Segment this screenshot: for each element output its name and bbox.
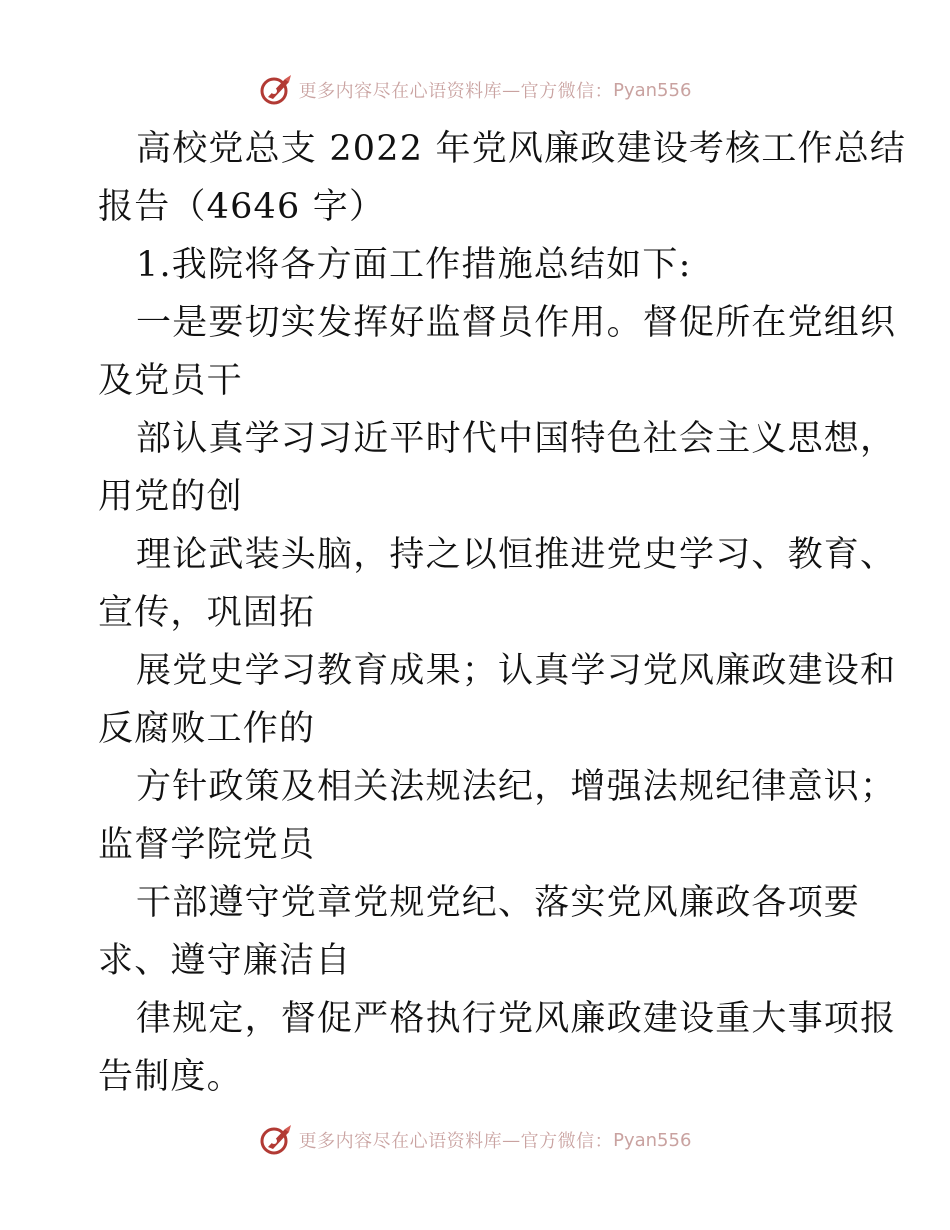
- document-line: 及党员干: [98, 361, 243, 401]
- document-line: 用党的创: [98, 477, 243, 517]
- banner-contact-id: Pyan556: [613, 79, 692, 101]
- document-line: 部认真学习习近平时代中国特色社会主义思想，: [136, 419, 897, 459]
- banner-separator: —: [502, 1129, 521, 1151]
- document-line: 高校党总支 2022 年党风廉政建设考核工作总结: [136, 129, 907, 169]
- document-line: 一是要切实发挥好监督员作用。督促所在党组织: [136, 303, 897, 343]
- footer-watermark-banner: [0, 1120, 950, 1160]
- document-line: 展党史学习教育成果；认真学习党风廉政建设和: [136, 651, 897, 691]
- document-line: 律规定，督促严格执行党风廉政建设重大事项报: [136, 999, 897, 1039]
- document-line: 告制度。: [98, 1057, 243, 1097]
- document-line: 求、遵守廉洁自: [98, 941, 352, 981]
- document-line: 监督学院党员: [98, 825, 316, 865]
- document-line: 报告（4646 字）: [98, 187, 386, 227]
- banner-main-text: 更多内容尽在心语资料库: [298, 1131, 503, 1152]
- document-line: 干部遵守党章党规党纪、落实党风廉政各项要: [136, 883, 861, 923]
- quill-pen-logo-icon: [259, 73, 293, 107]
- document-line: 1.我院将各方面工作措施总结如下:: [136, 245, 692, 285]
- quill-pen-logo-icon: [259, 1123, 293, 1157]
- banner-separator: —: [502, 79, 521, 101]
- header-watermark-banner: [0, 70, 950, 110]
- banner-contact-label: 官方微信：: [520, 1131, 614, 1152]
- document-line: 方针政策及相关法规法纪，增强法规纪律意识；: [136, 767, 897, 807]
- banner-contact-label: 官方微信：: [520, 81, 614, 102]
- document-line: 反腐败工作的: [98, 709, 316, 749]
- document-line: 宣传，巩固拓: [98, 593, 316, 633]
- document-body: [98, 120, 907, 1106]
- document-line: 理论武装头脑，持之以恒推进党史学习、教育、: [136, 535, 897, 575]
- banner-main-text: 更多内容尽在心语资料库: [298, 81, 503, 102]
- banner-contact-id: Pyan556: [613, 1129, 692, 1151]
